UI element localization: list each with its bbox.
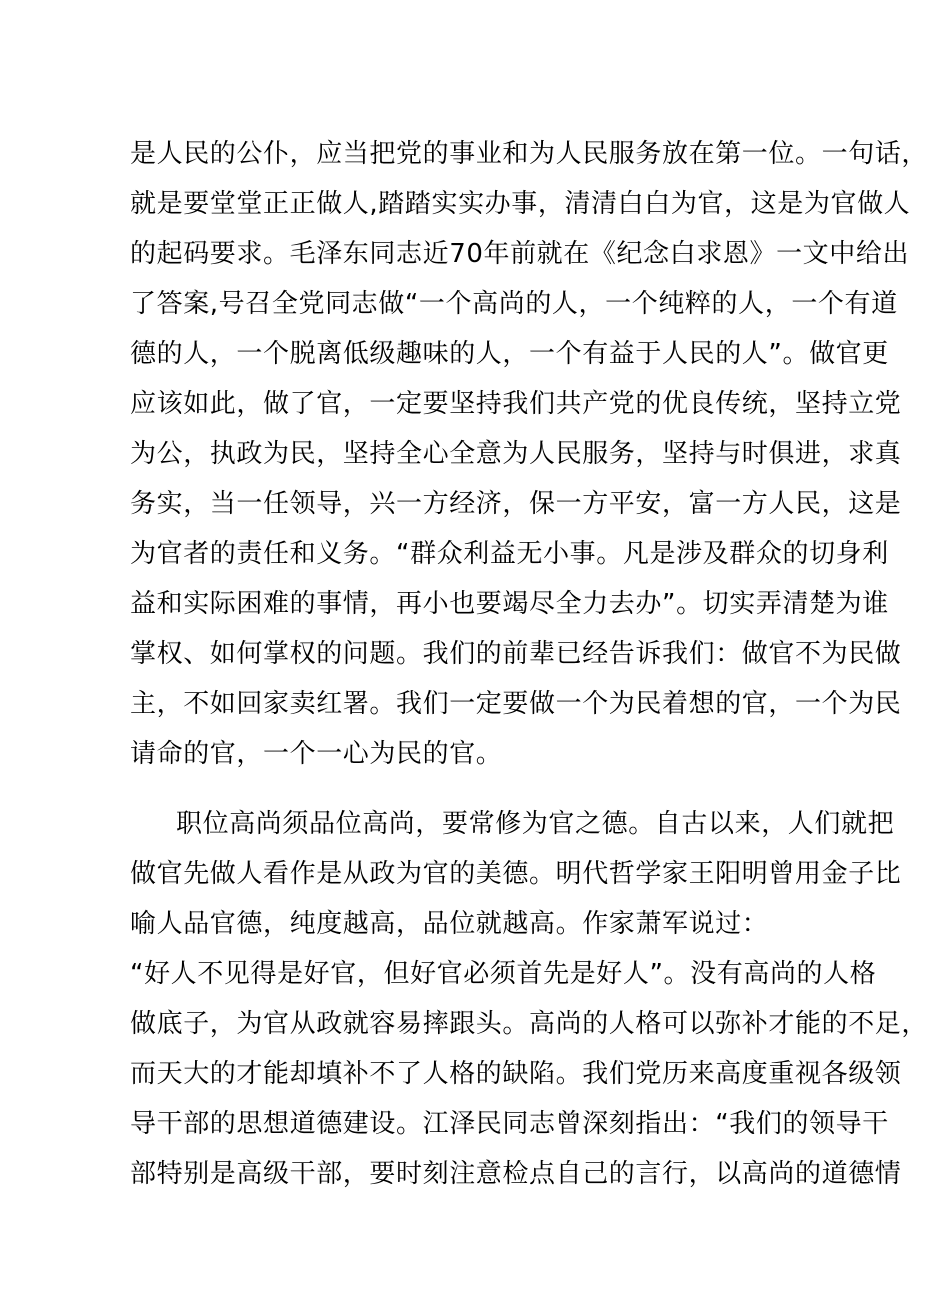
text-line: 而天大的才能却填补不了人格的缺陷。我们党历来高度重视各级领 xyxy=(130,1059,902,1089)
text-line: 导干部的思想道德建设。江泽民同志曾深刻指出：“我们的领导干 xyxy=(130,1109,889,1139)
text-line: 请命的官，一个一心为民的官。 xyxy=(130,739,503,769)
text-line: 益和实际困难的事情，再小也要竭尽全力去办”。切实弄清楚为谁 xyxy=(130,589,889,619)
text-line: 主，不如回家卖红署。我们一定要做一个为民着想的官，一个为民 xyxy=(130,689,902,719)
text-line: 为公，执政为民，坚持全心全意为人民服务，坚持与时俱进，求真 xyxy=(130,439,902,469)
text-line: 的起码要求。毛泽东同志近70年前就在《纪念白求恩》一文中给出 xyxy=(130,239,910,269)
text-line: “好人不见得是好官，但好官必须首先是好人”。没有高尚的人格 xyxy=(130,959,877,989)
text-line: 掌权、如何掌权的问题。我们的前辈已经告诉我们：做官不为民做 xyxy=(130,639,902,669)
text-line: 应该如此，做了官，一定要坚持我们共产党的优良传统，坚持立党 xyxy=(130,389,902,419)
text-line: 职位高尚须品位高尚，要常修为官之德。自古以来，人们就把 xyxy=(176,809,895,839)
text-line: 喻人品官德，纯度越高，品位就越高。作家萧军说过： xyxy=(130,909,769,939)
text-line: 做官先做人看作是从政为官的美德。明代哲学家王阳明曾用金子比 xyxy=(130,859,902,889)
text-line: 是人民的公仆，应当把党的事业和为人民服务放在第一位。一句话， xyxy=(130,139,928,169)
text-line: 做底子，为官从政就容易摔跟头。高尚的人格可以弥补才能的不足， xyxy=(130,1009,928,1039)
text-line: 了答案,号召全党同志做“一个高尚的人，一个纯粹的人，一个有道 xyxy=(130,289,898,319)
text-line: 为官者的责任和义务。“群众利益无小事。凡是涉及群众的切身利 xyxy=(130,539,889,569)
text-line: 部特别是高级干部，要时刻注意检点自己的言行，以高尚的道德情 xyxy=(130,1159,902,1189)
text-line: 德的人，一个脱离低级趣味的人，一个有益于人民的人”。做官更 xyxy=(130,339,889,369)
text-line: 务实，当一任领导，兴一方经济，保一方平安，富一方人民，这是 xyxy=(130,489,902,519)
text-line: 就是要堂堂正正做人,踏踏实实办事，清清白白为官，这是为官做人 xyxy=(130,189,911,219)
